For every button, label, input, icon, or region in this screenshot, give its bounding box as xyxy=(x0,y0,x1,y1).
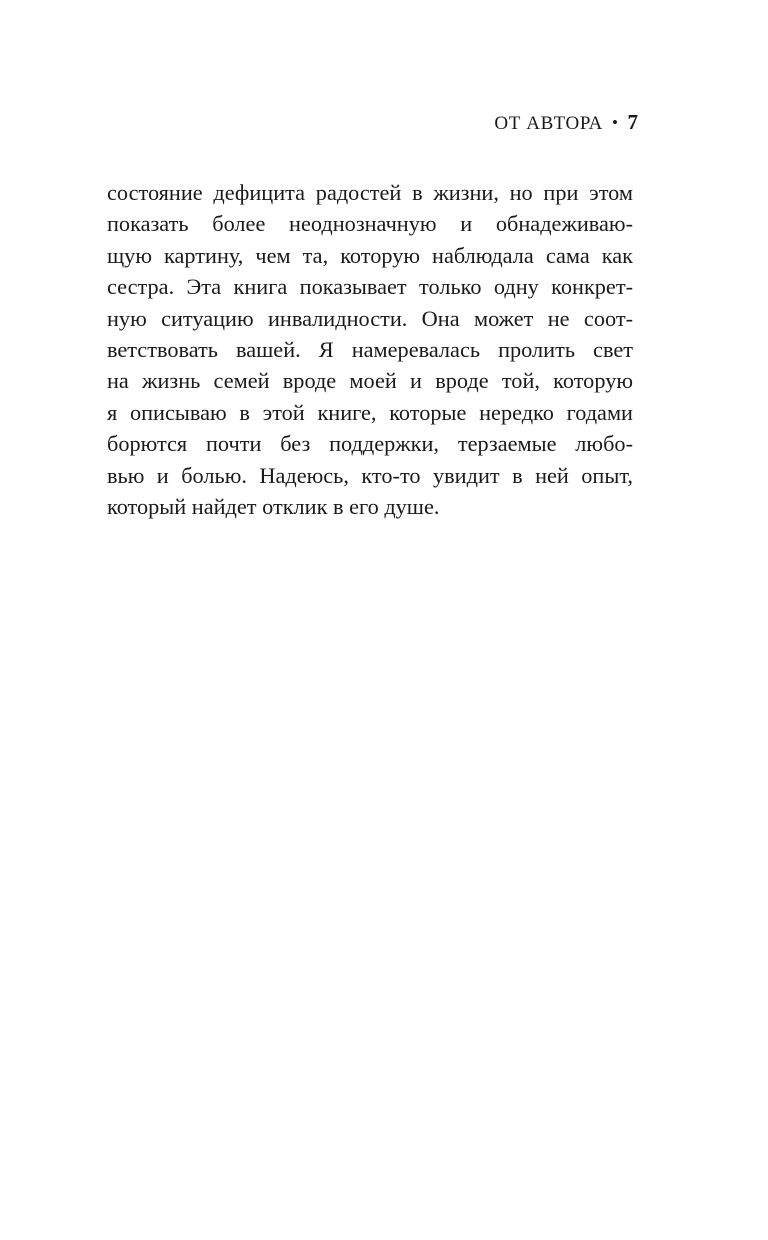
text-line: который найдет отклик в его душе. xyxy=(107,494,440,520)
text-line: сестра. Эта книга показывает только одну конкрет- xyxy=(107,274,633,300)
text-line: щую картину, чем та, которую наблюдала сама как xyxy=(107,242,633,268)
separator-bullet: • xyxy=(611,113,619,132)
text-line: показать более неоднозначную и обнадеживаю- xyxy=(107,211,633,237)
text-line: на жизнь семей вроде моей и вроде той, которую xyxy=(107,368,633,394)
body-paragraph xyxy=(107,177,633,522)
text-line: я описываю в этой книге, которые нередко годами xyxy=(107,399,633,425)
text-line: борются почти без поддержки, терзаемые любо- xyxy=(107,431,633,457)
text-line: ную ситуацию инвалидности. Она может не соот- xyxy=(107,305,633,331)
section-title: ОТ АВТОРА xyxy=(494,113,603,134)
page-number: 7 xyxy=(627,110,638,134)
text-line: вью и болью. Надеюсь, кто-то увидит в ней опыт, xyxy=(107,462,633,488)
running-header xyxy=(494,110,638,135)
text-line: ветствовать вашей. Я намеревалась пролить свет xyxy=(107,337,633,363)
text-line: состояние дефицита радостей в жизни, но при этом xyxy=(107,180,633,205)
